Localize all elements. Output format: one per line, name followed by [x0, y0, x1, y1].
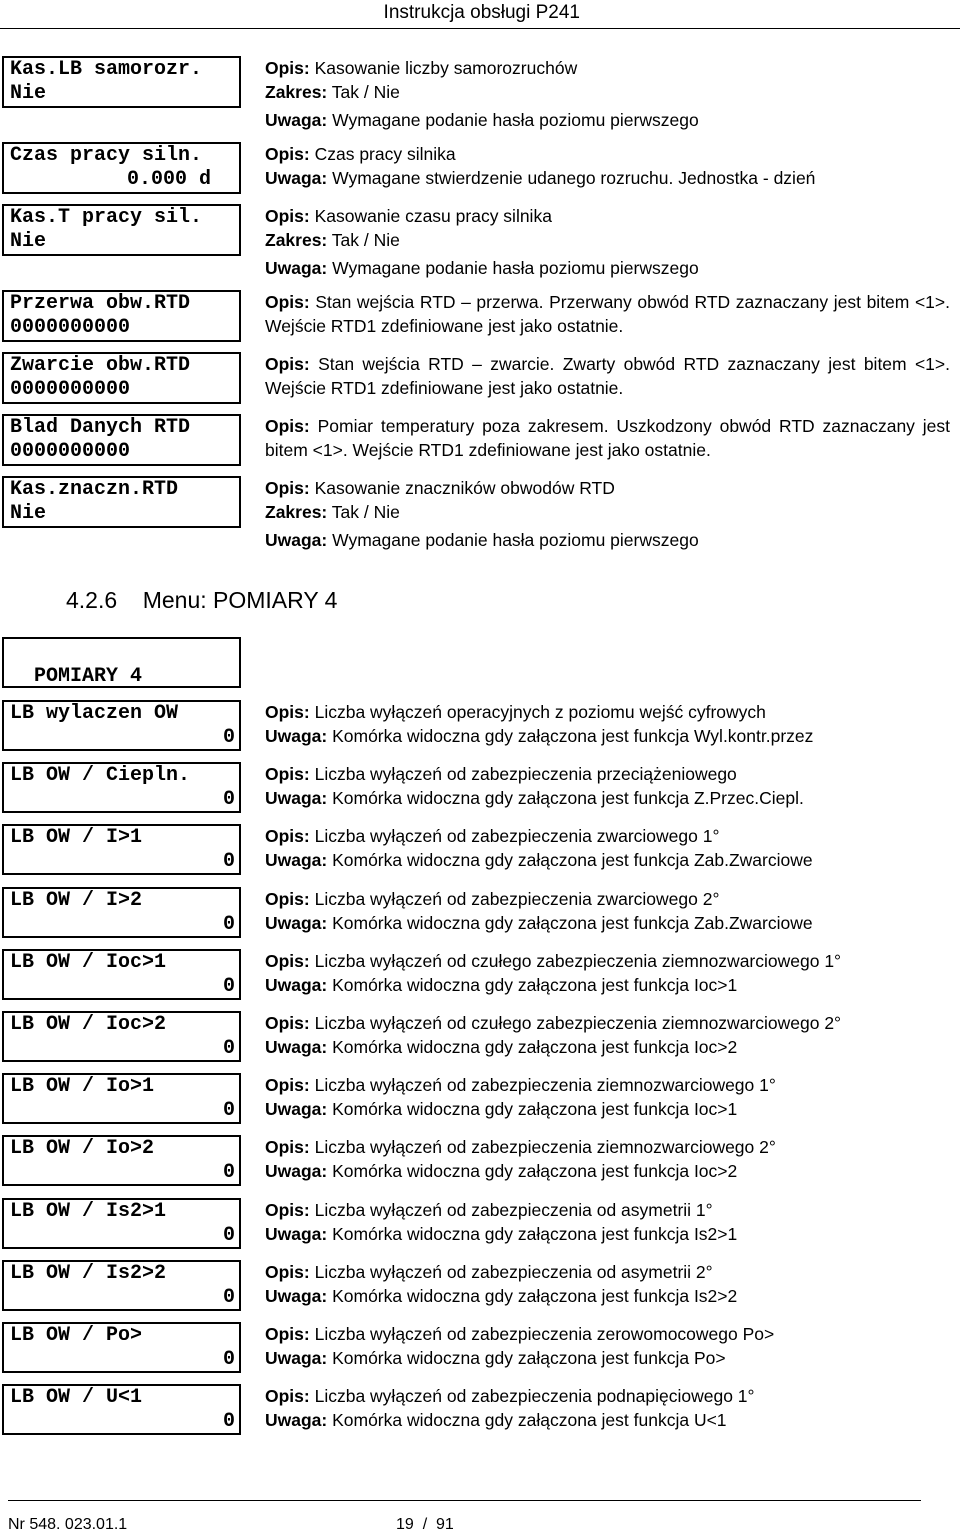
lcd-line-2: 0 [222, 1348, 235, 1371]
measurement-description [265, 1011, 950, 1059]
lcd-line-2: 0000000000 [10, 316, 131, 339]
label-opis: Opis: [265, 1075, 310, 1096]
description-text: Komórka widoczna gdy załączona jest funkcja Zab.Zwarciowe [327, 850, 813, 871]
description-text: Tak / Nie [327, 230, 400, 250]
lcd-line-1: LB OW / Is2>1 [10, 1199, 167, 1223]
description-text: Kasowanie czasu pracy silnika [309, 206, 552, 226]
description-text: Kasowanie liczby samorozruchów [309, 58, 578, 78]
description-text: Czas pracy silnika [309, 144, 456, 164]
label-uwaga: Uwaga: [265, 1223, 328, 1244]
label-opis: Opis: [265, 354, 310, 374]
lcd-display [2, 1011, 241, 1062]
label-opis: Opis: [265, 1199, 310, 1220]
section-heading: 4.2.6 Menu: POMIARY 4 [66, 587, 338, 613]
lcd-display [2, 56, 241, 108]
lcd-line-2: Nie [10, 502, 47, 525]
label-opis: Opis: [265, 950, 310, 971]
label-uwaga: Uwaga: [265, 168, 328, 188]
lcd-line-2: 0 [222, 1285, 235, 1309]
lcd-line-1: LB OW / I>2 [10, 888, 143, 912]
parameter-description [265, 352, 950, 400]
description-text: Komórka widoczna gdy załączona jest funkcja Ioc>1 [327, 974, 738, 995]
lcd-line-2: 0 [222, 850, 235, 874]
lcd-display [2, 204, 241, 256]
measurement-description [265, 1135, 950, 1183]
label-uwaga: Uwaga: [265, 788, 328, 809]
description-text: Liczba wyłączeń od zabezpieczenia zwarciowego 1° [309, 826, 720, 847]
lcd-display [2, 762, 241, 813]
measurement-description [265, 1198, 950, 1246]
description-text: Komórka widoczna gdy załączona jest funkcja Po> [327, 1348, 726, 1368]
label-uwaga: Uwaga: [265, 110, 328, 130]
label-uwaga: Uwaga: [265, 1037, 328, 1057]
description-text: Liczba wyłączeń operacyjnych z poziomu wejść cyfrowych [309, 702, 766, 722]
parameter-description [265, 290, 950, 338]
description-text: Komórka widoczna gdy załączona jest funkcja Ioc>2 [327, 1161, 738, 1182]
lcd-display [2, 142, 241, 194]
description-text: Liczba wyłączeń od zabezpieczenia zwarciowego 2° [309, 888, 720, 909]
description-text: Liczba wyłączeń od czułego zabezpieczenia ziemnozwarciowego 2° [309, 1013, 842, 1033]
description-text: Liczba wyłączeń od zabezpieczenia od asymetrii 2° [309, 1261, 713, 1282]
label-zakres: Zakres: [265, 230, 328, 250]
lcd-line-1: Przerwa obw.RTD [10, 292, 191, 315]
description-text: Komórka widoczna gdy załączona jest funkcja U<1 [327, 1410, 727, 1431]
label-opis: Opis: [265, 826, 310, 847]
description-text: Pomiar temperatury poza zakresem. Uszkodzony obwód RTD zaznaczany jest bitem <1>. Wejście RTD1 zdefiniowane jest jako ostatnie. [265, 416, 950, 460]
description-text: Liczba wyłączeń od zabezpieczenia podnapięciowego 1° [309, 1386, 755, 1407]
label-uwaga: Uwaga: [265, 258, 328, 278]
label-uwaga: Uwaga: [265, 726, 328, 746]
measurement-description [265, 1073, 950, 1121]
lcd-line-2: 0 [222, 912, 235, 936]
description-text: Komórka widoczna gdy załączona jest funkcja Ioc>1 [327, 1099, 738, 1120]
lcd-line-2: 0 [222, 1410, 235, 1434]
lcd-display [2, 949, 241, 1000]
lcd-line-2: 0 [222, 1223, 235, 1247]
lcd-display [2, 1073, 241, 1124]
lcd-line-2: 0 [222, 1037, 235, 1060]
measurement-description [265, 949, 950, 997]
label-opis: Opis: [265, 144, 310, 164]
lcd-line-2: 0000000000 [10, 378, 131, 401]
footer-page-number: 19 / 91 [396, 1516, 454, 1533]
description-text: Komórka widoczna gdy załączona jest funkcja Zab.Zwarciowe [327, 912, 813, 933]
lcd-display [2, 1260, 241, 1311]
lcd-display [2, 1384, 241, 1435]
lcd-line-2: 0 [222, 974, 235, 998]
description-text: Liczba wyłączeń od zabezpieczenia od asymetrii 1° [309, 1199, 713, 1220]
measurement-description [265, 762, 950, 810]
lcd-line-1: LB OW / U<1 [10, 1386, 143, 1410]
lcd-display [2, 414, 241, 466]
label-opis: Opis: [265, 206, 310, 226]
label-zakres: Zakres: [265, 502, 328, 522]
parameter-description [265, 204, 950, 280]
description-text: Komórka widoczna gdy załączona jest funkcja Wyl.kontr.przez [327, 726, 814, 746]
parameter-description [265, 414, 950, 462]
label-opis: Opis: [265, 1137, 310, 1158]
description-text: Stan wejścia RTD – przerwa. Przerwany obwód RTD zaznaczany jest bitem <1>. Wejście RTD1 zdefiniowane jest jako ostatnie. [265, 292, 950, 336]
lcd-line-1: Czas pracy siln. [10, 144, 203, 167]
label-uwaga: Uwaga: [265, 850, 328, 871]
measurement-description [265, 1260, 950, 1308]
parameter-description [265, 476, 950, 552]
description-text: Wymagane podanie hasła poziomu pierwszego [327, 110, 699, 130]
lcd-line-1: LB OW / Ciepln. [10, 764, 191, 788]
label-zakres: Zakres: [265, 82, 328, 102]
parameter-description [265, 142, 950, 190]
lcd-line-1: LB OW / I>1 [10, 826, 143, 850]
description-text: Wymagane stwierdzenie udanego rozruchu. Jednostka - dzień [327, 168, 816, 188]
lcd-line-2: Nie [10, 82, 47, 105]
description-text: Liczba wyłączeń od zabezpieczenia ziemnozwarciowego 1° [309, 1075, 776, 1096]
label-opis: Opis: [265, 416, 310, 436]
lcd-line-1: Blad Danych RTD [10, 416, 191, 439]
lcd-display [2, 476, 241, 528]
label-opis: Opis: [265, 1386, 310, 1407]
lcd-display [2, 1135, 241, 1186]
lcd-line-1: Kas.znaczn.RTD [10, 478, 179, 501]
menu-lcd-box [2, 637, 241, 688]
lcd-display [2, 290, 241, 342]
measurement-description [265, 1322, 950, 1370]
lcd-line-1: LB OW / Ioc>2 [10, 1013, 167, 1036]
lcd-line-2: 0 [222, 1099, 235, 1123]
label-opis: Opis: [265, 58, 310, 78]
description-text: Wymagane podanie hasła poziomu pierwszego [327, 258, 699, 278]
header-rule [0, 28, 960, 29]
lcd-line-2: 0 [222, 726, 235, 749]
label-opis: Opis: [265, 1013, 310, 1033]
description-text: Liczba wyłączeń od zabezpieczenia ziemnozwarciowego 2° [309, 1137, 776, 1158]
label-uwaga: Uwaga: [265, 1348, 328, 1368]
measurement-description [265, 824, 950, 872]
lcd-display [2, 352, 241, 404]
lcd-line-1: LB OW / Io>2 [10, 1137, 155, 1161]
lcd-line-2: 0000000000 [10, 440, 131, 463]
label-uwaga: Uwaga: [265, 1285, 328, 1306]
description-text: Komórka widoczna gdy załączona jest funkcja Ioc>2 [327, 1037, 738, 1057]
lcd-line-2: 0.000 d [126, 168, 211, 191]
lcd-line-2: Nie [10, 230, 47, 253]
lcd-line-1: Kas.T pracy sil. [10, 206, 203, 229]
measurement-description [265, 1384, 950, 1432]
description-text: Liczba wyłączeń od zabezpieczenia zerowomocowego Po> [309, 1324, 775, 1344]
lcd-line-2: 0 [222, 788, 235, 812]
description-text: Komórka widoczna gdy załączona jest funkcja Is2>1 [327, 1223, 738, 1244]
footer-rule [8, 1500, 921, 1501]
label-opis: Opis: [265, 478, 310, 498]
lcd-display [2, 700, 241, 751]
lcd-display [2, 1322, 241, 1373]
lcd-line-1: LB OW / Io>1 [10, 1075, 155, 1099]
description-text: Liczba wyłączeń od zabezpieczenia przeciążeniowego [309, 764, 737, 785]
page-header-title: Instrukcja obsługi P241 [383, 2, 580, 23]
lcd-display [2, 1198, 241, 1249]
label-opis: Opis: [265, 702, 310, 722]
lcd-line-1: Zwarcie obw.RTD [10, 354, 191, 377]
label-uwaga: Uwaga: [265, 974, 328, 995]
label-uwaga: Uwaga: [265, 1161, 328, 1182]
lcd-line-2: 0 [222, 1161, 235, 1185]
label-opis: Opis: [265, 888, 310, 909]
lcd-line-1: LB OW / Is2>2 [10, 1261, 167, 1285]
footer-document-number: Nr 548. 023.01.1 [8, 1516, 128, 1533]
description-text: Wymagane podanie hasła poziomu pierwszego [327, 530, 699, 550]
description-text: Kasowanie znaczników obwodów RTD [309, 478, 615, 498]
measurement-description [265, 700, 950, 748]
description-text: Tak / Nie [327, 502, 400, 522]
description-text: Liczba wyłączeń od czułego zabezpieczenia ziemnozwarciowego 1° [309, 950, 842, 971]
label-uwaga: Uwaga: [265, 530, 328, 550]
label-opis: Opis: [265, 1324, 310, 1344]
label-opis: Opis: [265, 764, 310, 785]
lcd-line-1: LB OW / Po> [10, 1324, 143, 1347]
lcd-display [2, 887, 241, 938]
description-text: Komórka widoczna gdy załączona jest funkcja Z.Przec.Ciepl. [327, 788, 804, 809]
label-uwaga: Uwaga: [265, 912, 328, 933]
menu-lcd-label: POMIARY 4 [34, 665, 143, 688]
parameter-description [265, 56, 950, 132]
measurement-description [265, 887, 950, 935]
label-opis: Opis: [265, 292, 310, 312]
label-uwaga: Uwaga: [265, 1099, 328, 1120]
lcd-display [2, 824, 241, 875]
description-text: Tak / Nie [327, 82, 400, 102]
lcd-line-1: LB OW / Ioc>1 [10, 950, 167, 974]
lcd-line-1: Kas.LB samorozr. [10, 58, 203, 81]
description-text: Stan wejścia RTD – zwarcie. Zwarty obwód RTD zaznaczany jest bitem <1>. Wejście RTD1 zdefiniowane jest jako ostatnie. [265, 354, 950, 398]
description-text: Komórka widoczna gdy załączona jest funkcja Is2>2 [327, 1285, 738, 1306]
lcd-line-1: LB wylaczen OW [10, 702, 179, 725]
label-opis: Opis: [265, 1261, 310, 1282]
label-uwaga: Uwaga: [265, 1410, 328, 1431]
